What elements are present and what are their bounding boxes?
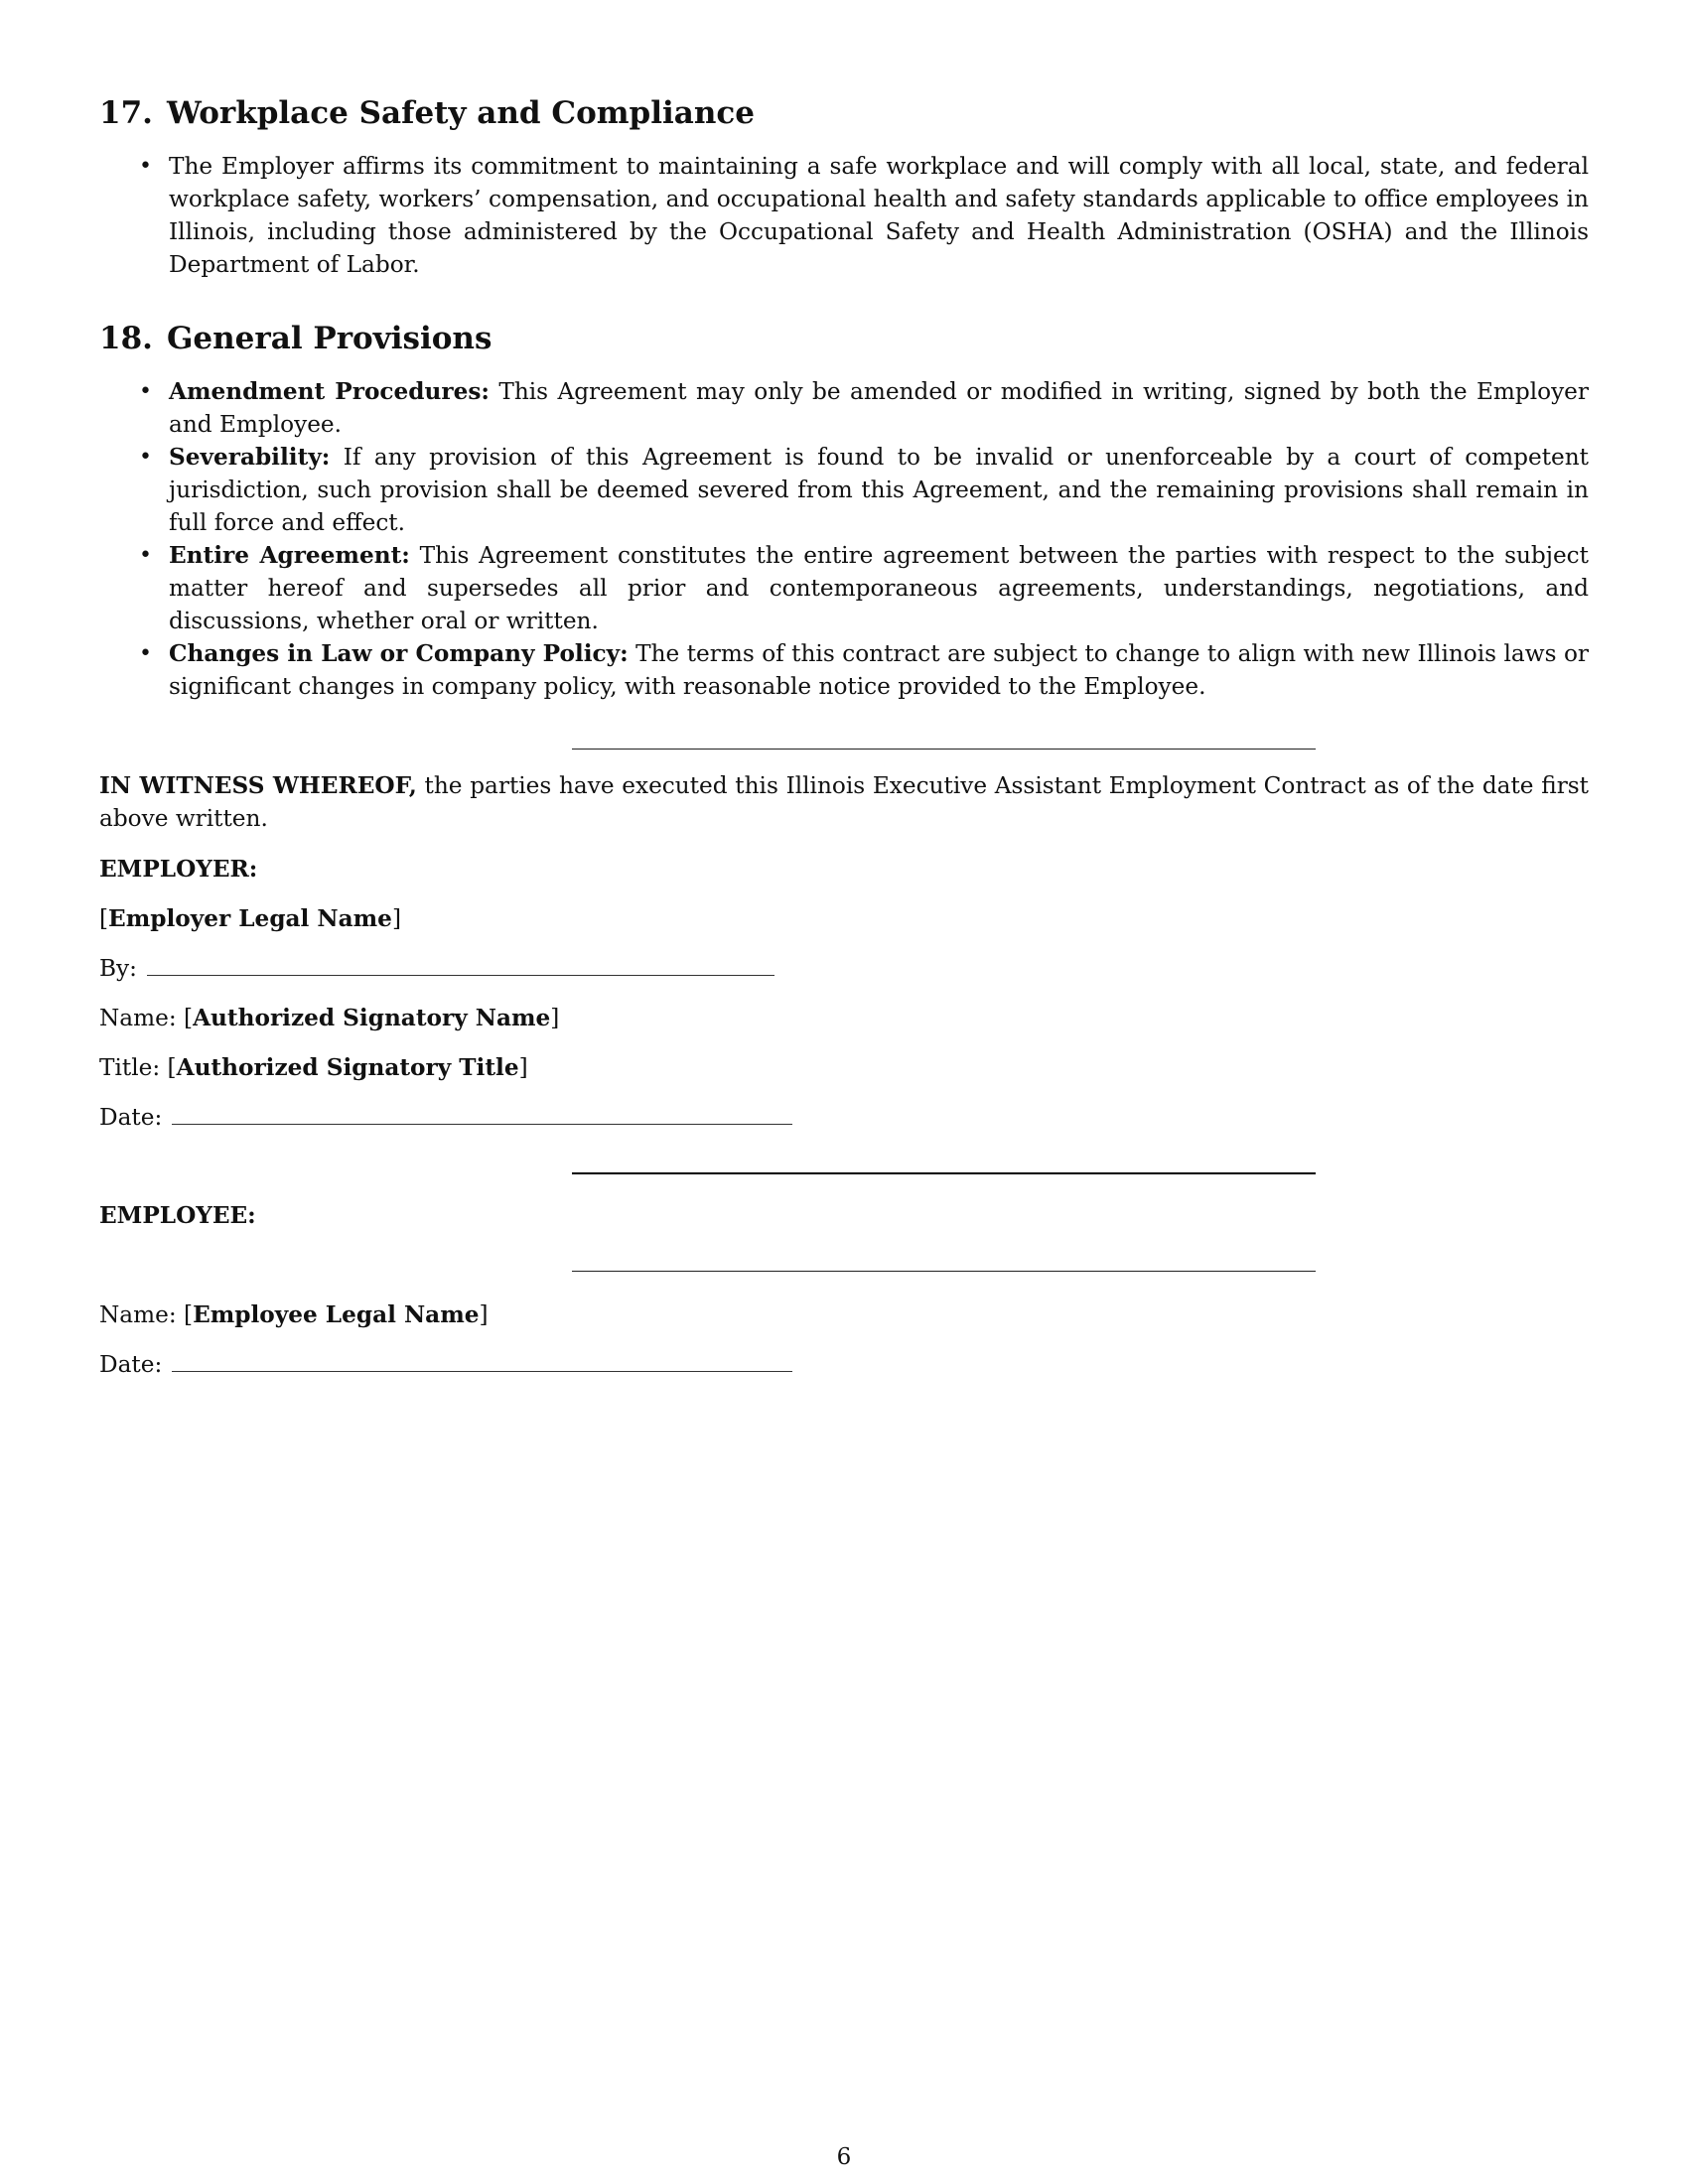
- employer-legal-name: [Employer Legal Name]: [99, 905, 401, 932]
- witness-lead: IN WITNESS WHEREOF,: [99, 772, 417, 799]
- employer-heading: EMPLOYER:: [99, 856, 258, 883]
- section-17-list: [99, 150, 1589, 281]
- section-18-list: [99, 375, 1589, 703]
- list-item: [99, 539, 1589, 637]
- signatory-name-value: Authorized Signatory Name: [193, 1005, 551, 1031]
- employee-signature-line[interactable]: [572, 1271, 1316, 1272]
- bullet-text: If any provision of this Agreement is found to be invalid or unenforceable by a court of competent jurisdiction, such provision shall be deemed severed from this Agreement, and the remaining provisions shall remain in full force and effect.: [169, 444, 1590, 536]
- section-17-number: 17.: [99, 95, 153, 131]
- list-item: [99, 637, 1589, 703]
- date-label: Date:: [99, 1351, 163, 1378]
- signatory-title-value: Authorized Signatory Title: [176, 1054, 519, 1081]
- employee-date-line[interactable]: [172, 1351, 792, 1372]
- by-label: By:: [99, 955, 137, 982]
- page-number: 6: [836, 2144, 852, 2170]
- bullet-label: Severability:: [169, 444, 331, 471]
- title-label: Title:: [99, 1054, 161, 1081]
- bullet-text: This Agreement constitutes the entire agreement between the parties with respect to the subject matter hereof and supersedes all prior and contemporaneous agreements, understandings, negotiations, and discussions, whether oral or written.: [169, 542, 1589, 634]
- bullet-label: Changes in Law or Company Policy:: [169, 640, 629, 667]
- employer-legal-name-value: Employer Legal Name: [108, 905, 392, 932]
- name-label: Name:: [99, 1301, 177, 1328]
- bullet-text: This Agreement may only be amended or modified in writing, signed by both the Employer and Employee.: [169, 378, 1589, 438]
- employee-name-value: Employee Legal Name: [193, 1301, 480, 1328]
- witness-clause: [99, 769, 1589, 835]
- section-17-heading: [99, 95, 755, 132]
- list-item: [99, 375, 1589, 441]
- employee-date-row: [99, 1348, 792, 1381]
- date-label: Date:: [99, 1104, 163, 1131]
- list-item: [99, 150, 1589, 281]
- bullet-label: Entire Agreement:: [169, 542, 410, 569]
- employer-date-line[interactable]: [172, 1104, 792, 1125]
- employer-by-row: [99, 952, 774, 985]
- employer-title-row: Title: [Authorized Signatory Title]: [99, 1054, 528, 1081]
- employee-name-row: Name: [Employee Legal Name]: [99, 1301, 489, 1328]
- section-18-heading: [99, 321, 492, 357]
- list-item: [99, 441, 1589, 539]
- bullet-text: The terms of this contract are subject to change to align with new Illinois laws or significant changes in company policy, with reasonable notice provided to the Employee.: [169, 640, 1589, 700]
- bullet-text: The Employer affirms its commitment to maintaining a safe workplace and will comply with all local, state, and federal workplace safety, workers’ compensation, and occupational health and safety standards applicable to office employees in Illinois, including those administered by the Occupational Safety and Health Administration (OSHA) and the Illinois Department of Labor.: [169, 153, 1589, 278]
- section-18-number: 18.: [99, 321, 153, 356]
- employee-heading: EMPLOYEE:: [99, 1202, 256, 1229]
- bullet-label: Amendment Procedures:: [169, 378, 490, 405]
- employer-date-row: [99, 1101, 792, 1134]
- name-label: Name:: [99, 1005, 177, 1031]
- section-17-title: Workplace Safety and Compliance: [166, 95, 755, 131]
- signature-divider: [572, 1172, 1316, 1174]
- employer-name-row: Name: [Authorized Signatory Name]: [99, 1005, 560, 1031]
- section-divider: [572, 749, 1316, 750]
- section-18-title: General Provisions: [166, 321, 492, 356]
- employer-signature-line[interactable]: [147, 955, 774, 976]
- witness-text: the parties have executed this Illinois Executive Assistant Employment Contract as of the date first above written.: [99, 772, 1589, 832]
